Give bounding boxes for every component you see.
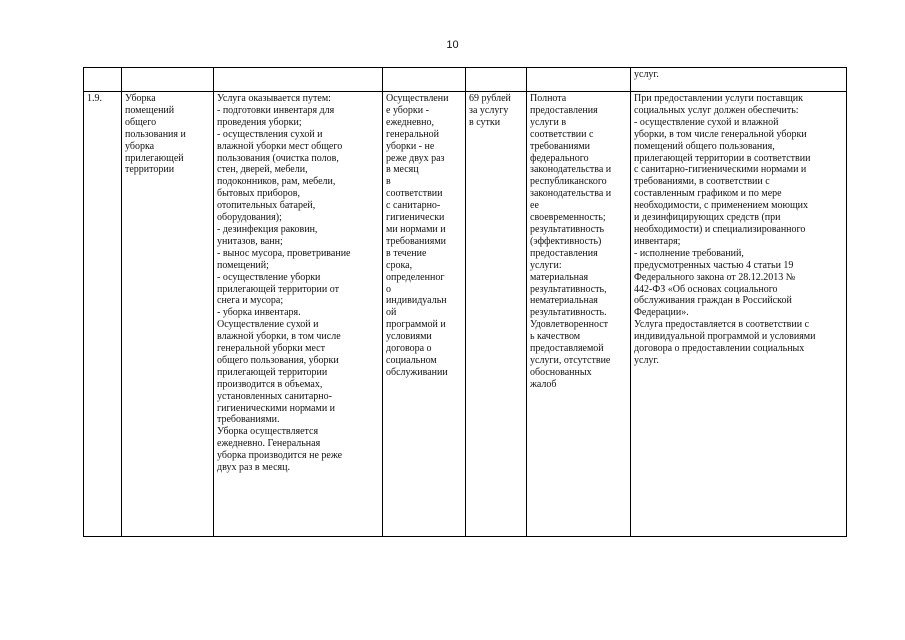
cell-number: 1.9. bbox=[84, 92, 122, 537]
cell-number bbox=[84, 68, 122, 92]
cell-service-content: Услуга оказывается путем: - подготовки инвентаря для проведения уборки; - осуществления сухой и влажной уборки мест общего пользования (очистка полов, стен, дверей, мебели, подоконников, рам, мебели, бытовых приборов, отопительных батарей, оборудования); - дезинфекция раковин, унитазов, ванн; - вынос мусора, проветривание помещений; - осуществление уборки прилегающей территории от снега и мусора; - уборка инвентаря. Осуществление сухой и влажной уборки, в том числе генеральной уборки мест общего пользования, уборки прилегающей территории производится в объемах, установленных санитарно- гигиеническими нормами и требованиями. Уборка осуществляется ежедневно. Генеральная уборка производится не реже двух раз в месяц. bbox=[214, 92, 383, 537]
cell-schedule: Осуществлени е уборки - ежедневно, генеральной уборки - не реже двух раз в месяц в соответствии с санитарно- гигиенически ми нормами и требованиями в течение срока, определенног о индивидуальн ой программой и условиями договора о социальном обслуживании bbox=[383, 92, 466, 537]
cell-service-content bbox=[214, 68, 383, 92]
cell-quality bbox=[527, 68, 631, 92]
cell-requirements: услуг. bbox=[631, 68, 847, 92]
cell-price bbox=[466, 68, 527, 92]
table-row-continuation bbox=[84, 68, 847, 92]
cell-quality: Полнота предоставления услуги в соответствии с требованиями федерального законодательства и республиканского законодательства и ее своевременность; результативность (эффективность) предоставления услуги: материальная результативность, нематериальная результативность. Удовлетворенност ь качеством предоставляемой услуги, отсутствие обоснованных жалоб bbox=[527, 92, 631, 537]
cell-price: 69 рублей за услугу в сутки bbox=[466, 92, 527, 537]
cell-service-name: Уборка помещений общего пользования и уборка прилегающей территории bbox=[122, 92, 214, 537]
cell-requirements: При предоставлении услуги поставщик социальных услуг должен обеспечить: - осуществление сухой и влажной уборки, в том числе генеральной уборки помещений общего пользования, прилегающей территории в соответствии с санитарно-гигиеническими нормами и требованиями, в соответствии с составленным графиком и по мере необходимости, с применением моющих и дезинфицирующих средств (при необходимости) и специализированного инвентаря; - исполнение требований, предусмотренных частью 4 статьи 19 Федерального закона от 28.12.2013 № 442-ФЗ «Об основах социального обслуживания граждан в Российской Федерации». Услуга предоставляется в соответствии с индивидуальной программой и условиями договора о предоставлении социальных услуг. bbox=[631, 92, 847, 537]
cell-service-name bbox=[122, 68, 214, 92]
page-number: 10 bbox=[446, 39, 459, 51]
cell-schedule bbox=[383, 68, 466, 92]
table-row bbox=[84, 92, 847, 537]
services-table bbox=[83, 67, 847, 537]
